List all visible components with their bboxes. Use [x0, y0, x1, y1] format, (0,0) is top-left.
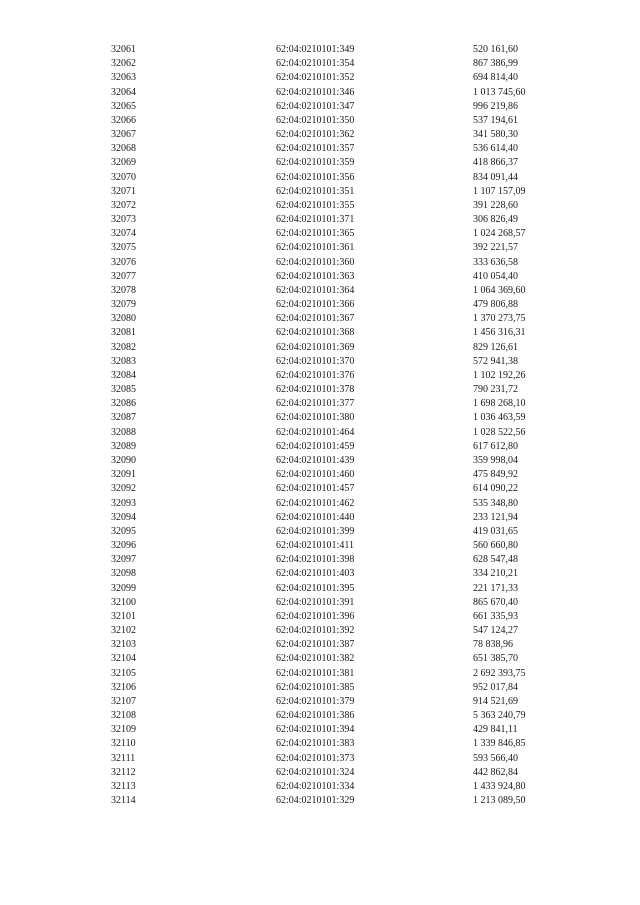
- row-number: 32084: [111, 369, 136, 381]
- cadastral-number: 62:04:0210101:370: [276, 355, 355, 367]
- cadastral-value: 1 456 316,31: [473, 327, 526, 339]
- table-row: [0, 142, 640, 156]
- cadastral-value: 392 221,57: [473, 242, 518, 254]
- cadastral-value: 1 102 192,26: [473, 369, 526, 381]
- row-number: 32098: [111, 568, 136, 580]
- cadastral-number: 62:04:0210101:369: [276, 341, 355, 353]
- cadastral-value: 333 636,58: [473, 256, 518, 268]
- cadastral-value: 520 161,60: [473, 44, 518, 55]
- row-number: 32079: [111, 299, 136, 311]
- table-row: [0, 652, 640, 666]
- cadastral-number: 62:04:0210101:387: [276, 639, 355, 651]
- cadastral-number: 62:04:0210101:380: [276, 412, 355, 424]
- row-number: 32114: [111, 795, 136, 807]
- cadastral-number: 62:04:0210101:378: [276, 384, 355, 396]
- cadastral-value: 694 814,40: [473, 72, 518, 84]
- cadastral-value: 614 090,22: [473, 483, 518, 495]
- cadastral-value: 952 017,84: [473, 681, 518, 693]
- table-row: [0, 128, 640, 142]
- table-row: [0, 383, 640, 397]
- row-number: 32097: [111, 554, 136, 566]
- cadastral-value: 1 698 268,10: [473, 398, 526, 410]
- cadastral-value: 1 036 463,59: [473, 412, 526, 424]
- row-number: 32068: [111, 143, 136, 155]
- table-row: [0, 185, 640, 199]
- row-number: 32112: [111, 766, 136, 778]
- row-number: 32087: [111, 412, 136, 424]
- cadastral-number: 62:04:0210101:411: [276, 540, 354, 552]
- table-row: [0, 86, 640, 100]
- row-number: 32075: [111, 242, 136, 254]
- table-row: [0, 723, 640, 737]
- cadastral-value: 867 386,99: [473, 58, 518, 70]
- cadastral-number: 62:04:0210101:350: [276, 114, 355, 126]
- row-number: 32082: [111, 341, 136, 353]
- row-number: 32113: [111, 780, 136, 792]
- cadastral-value: 560 660,80: [473, 540, 518, 552]
- cadastral-value: 479 806,88: [473, 299, 518, 311]
- table-row: [0, 567, 640, 581]
- cadastral-number: 62:04:0210101:371: [276, 214, 355, 226]
- row-number: 32081: [111, 327, 136, 339]
- table-row: [0, 582, 640, 596]
- table-row: [0, 525, 640, 539]
- cadastral-number: 62:04:0210101:391: [276, 596, 355, 608]
- cadastral-value: 829 126,61: [473, 341, 518, 353]
- cadastral-number: 62:04:0210101:351: [276, 185, 355, 197]
- table-row: [0, 57, 640, 71]
- cadastral-number: 62:04:0210101:376: [276, 369, 355, 381]
- row-number: 32083: [111, 355, 136, 367]
- table-row: [0, 270, 640, 284]
- cadastral-value: 221 171,33: [473, 582, 518, 594]
- cadastral-number: 62:04:0210101:324: [276, 766, 355, 778]
- cadastral-value: 233 121,94: [473, 511, 518, 523]
- cadastral-value: 572 941,38: [473, 355, 518, 367]
- cadastral-number: 62:04:0210101:329: [276, 795, 355, 807]
- table-row: [0, 794, 640, 808]
- cadastral-number: 62:04:0210101:460: [276, 469, 355, 481]
- cadastral-number: 62:04:0210101:349: [276, 44, 355, 55]
- cadastral-value: 1 028 522,56: [473, 426, 526, 438]
- row-number: 32089: [111, 440, 136, 452]
- row-number: 32085: [111, 384, 136, 396]
- table-row: [0, 610, 640, 624]
- table-row: [0, 497, 640, 511]
- table-row: [0, 411, 640, 425]
- table-row: [0, 511, 640, 525]
- cadastral-value: 547 124,27: [473, 625, 518, 637]
- cadastral-number: 62:04:0210101:347: [276, 100, 355, 112]
- table-row: [0, 695, 640, 709]
- row-number: 32077: [111, 270, 136, 282]
- row-number: 32104: [111, 653, 136, 665]
- table-row: [0, 482, 640, 496]
- row-number: 32069: [111, 157, 136, 169]
- row-number: 32108: [111, 710, 136, 722]
- table-row: [0, 638, 640, 652]
- table-row: [0, 71, 640, 85]
- table-row: [0, 156, 640, 170]
- row-number: 32073: [111, 214, 136, 226]
- cadastral-number: 62:04:0210101:457: [276, 483, 355, 495]
- cadastral-value: 1 013 745,60: [473, 86, 526, 98]
- row-number: 32095: [111, 525, 136, 537]
- cadastral-number: 62:04:0210101:379: [276, 695, 355, 707]
- row-number: 32080: [111, 313, 136, 325]
- cadastral-value: 661 335,93: [473, 610, 518, 622]
- row-number: 32105: [111, 667, 136, 679]
- cadastral-number: 62:04:0210101:355: [276, 199, 355, 211]
- cadastral-number: 62:04:0210101:382: [276, 653, 355, 665]
- cadastral-number: 62:04:0210101:440: [276, 511, 355, 523]
- cadastral-value: 865 670,40: [473, 596, 518, 608]
- table-row: [0, 766, 640, 780]
- table-row: [0, 284, 640, 298]
- row-number: 32091: [111, 469, 136, 481]
- cadastral-value: 1 107 157,09: [473, 185, 526, 197]
- row-number: 32067: [111, 129, 136, 141]
- cadastral-number: 62:04:0210101:361: [276, 242, 355, 254]
- cadastral-number: 62:04:0210101:346: [276, 86, 355, 98]
- cadastral-number: 62:04:0210101:362: [276, 129, 355, 141]
- row-number: 32102: [111, 625, 136, 637]
- cadastral-value: 914 521,69: [473, 695, 518, 707]
- row-number: 32096: [111, 540, 136, 552]
- table-row: [0, 596, 640, 610]
- row-number: 32107: [111, 695, 136, 707]
- row-number: 32088: [111, 426, 136, 438]
- cadastral-value: 628 547,48: [473, 554, 518, 566]
- cadastral-number: 62:04:0210101:403: [276, 568, 355, 580]
- cadastral-number: 62:04:0210101:439: [276, 454, 355, 466]
- table-row: [0, 681, 640, 695]
- table-row: [0, 341, 640, 355]
- cadastral-value: 334 210,21: [473, 568, 518, 580]
- cadastral-number: 62:04:0210101:381: [276, 667, 355, 679]
- cadastral-number: 62:04:0210101:462: [276, 497, 355, 509]
- cadastral-value: 306 826,49: [473, 214, 518, 226]
- cadastral-number: 62:04:0210101:373: [276, 752, 355, 764]
- row-number: 32072: [111, 199, 136, 211]
- table-row: [0, 326, 640, 340]
- table-row: [0, 114, 640, 128]
- cadastral-value: 410 054,40: [473, 270, 518, 282]
- row-number: 32099: [111, 582, 136, 594]
- row-number: 32065: [111, 100, 136, 112]
- cadastral-number: 62:04:0210101:360: [276, 256, 355, 268]
- cadastral-number: 62:04:0210101:352: [276, 72, 355, 84]
- cadastral-number: 62:04:0210101:377: [276, 398, 355, 410]
- cadastral-number: 62:04:0210101:459: [276, 440, 355, 452]
- table-row: [0, 454, 640, 468]
- cadastral-value: 391 228,60: [473, 199, 518, 211]
- cadastral-number: 62:04:0210101:365: [276, 228, 355, 240]
- row-number: 32092: [111, 483, 136, 495]
- table-row: [0, 312, 640, 326]
- row-number: 32101: [111, 610, 136, 622]
- cadastral-number: 62:04:0210101:383: [276, 738, 355, 750]
- row-number: 32066: [111, 114, 136, 126]
- table-row: [0, 737, 640, 751]
- row-number: 32086: [111, 398, 136, 410]
- cadastral-number: 62:04:0210101:354: [276, 58, 355, 70]
- cadastral-value: 419 031,65: [473, 525, 518, 537]
- row-number: 32109: [111, 724, 136, 736]
- cadastral-number: 62:04:0210101:366: [276, 299, 355, 311]
- table-row: [0, 624, 640, 638]
- cadastral-value: 429 841,11: [473, 724, 518, 736]
- table-row: [0, 667, 640, 681]
- cadastral-value: 475 849,92: [473, 469, 518, 481]
- cadastral-value: 536 614,40: [473, 143, 518, 155]
- cadastral-number: 62:04:0210101:364: [276, 284, 355, 296]
- row-number: 32062: [111, 58, 136, 70]
- table-row: [0, 468, 640, 482]
- table-row: [0, 539, 640, 553]
- row-number: 32078: [111, 284, 136, 296]
- cadastral-number: 62:04:0210101:386: [276, 710, 355, 722]
- cadastral-value: 2 692 393,75: [473, 667, 526, 679]
- cadastral-value: 535 348,80: [473, 497, 518, 509]
- cadastral-value: 617 612,80: [473, 440, 518, 452]
- cadastral-number: 62:04:0210101:385: [276, 681, 355, 693]
- row-number: 32074: [111, 228, 136, 240]
- cadastral-number: 62:04:0210101:398: [276, 554, 355, 566]
- cadastral-value: 5 363 240,79: [473, 710, 526, 722]
- row-number: 32070: [111, 171, 136, 183]
- cadastral-value: 593 566,40: [473, 752, 518, 764]
- row-number: 32111: [111, 752, 136, 764]
- cadastral-number: 62:04:0210101:357: [276, 143, 355, 155]
- table-row: [0, 199, 640, 213]
- table-row: [0, 440, 640, 454]
- cadastral-number: 62:04:0210101:367: [276, 313, 355, 325]
- table-row: [0, 298, 640, 312]
- table-row: [0, 369, 640, 383]
- cadastral-value: 1 433 924,80: [473, 780, 526, 792]
- cadastral-value-table: [0, 43, 640, 808]
- cadastral-value: 442 862,84: [473, 766, 518, 778]
- cadastral-number: 62:04:0210101:356: [276, 171, 355, 183]
- row-number: 32071: [111, 185, 136, 197]
- cadastral-number: 62:04:0210101:359: [276, 157, 355, 169]
- cadastral-number: 62:04:0210101:334: [276, 780, 355, 792]
- cadastral-value: 996 219,86: [473, 100, 518, 112]
- cadastral-number: 62:04:0210101:368: [276, 327, 355, 339]
- cadastral-number: 62:04:0210101:399: [276, 525, 355, 537]
- row-number: 32106: [111, 681, 136, 693]
- table-row: [0, 171, 640, 185]
- row-number: 32090: [111, 454, 136, 466]
- table-row: [0, 709, 640, 723]
- row-number: 32076: [111, 256, 136, 268]
- row-number: 32061: [111, 44, 136, 55]
- cadastral-value: 1 339 846,85: [473, 738, 526, 750]
- table-row: [0, 100, 640, 114]
- cadastral-number: 62:04:0210101:396: [276, 610, 355, 622]
- cadastral-value: 651 385,70: [473, 653, 518, 665]
- cadastral-value: 1 370 273,75: [473, 313, 526, 325]
- cadastral-value: 790 231,72: [473, 384, 518, 396]
- cadastral-value: 341 580,30: [473, 129, 518, 141]
- table-row: [0, 256, 640, 270]
- table-row: [0, 752, 640, 766]
- row-number: 32100: [111, 596, 136, 608]
- row-number: 32064: [111, 86, 136, 98]
- cadastral-value: 834 091,44: [473, 171, 518, 183]
- row-number: 32063: [111, 72, 136, 84]
- table-row: [0, 43, 640, 57]
- table-row: [0, 227, 640, 241]
- table-row: [0, 241, 640, 255]
- row-number: 32110: [111, 738, 136, 750]
- table-row: [0, 426, 640, 440]
- cadastral-value: 1 024 268,57: [473, 228, 526, 240]
- cadastral-number: 62:04:0210101:363: [276, 270, 355, 282]
- cadastral-value: 1 213 089,50: [473, 795, 526, 807]
- row-number: 32094: [111, 511, 136, 523]
- table-row: [0, 553, 640, 567]
- cadastral-number: 62:04:0210101:394: [276, 724, 355, 736]
- cadastral-value: 78 838,96: [473, 639, 513, 651]
- table-row: [0, 397, 640, 411]
- table-row: [0, 780, 640, 794]
- cadastral-number: 62:04:0210101:392: [276, 625, 355, 637]
- table-row: [0, 355, 640, 369]
- cadastral-value: 418 866,37: [473, 157, 518, 169]
- row-number: 32103: [111, 639, 136, 651]
- table-row: [0, 213, 640, 227]
- cadastral-value: 537 194,61: [473, 114, 518, 126]
- cadastral-number: 62:04:0210101:464: [276, 426, 355, 438]
- cadastral-value: 1 064 369,60: [473, 284, 526, 296]
- row-number: 32093: [111, 497, 136, 509]
- cadastral-number: 62:04:0210101:395: [276, 582, 355, 594]
- cadastral-value: 359 998,04: [473, 454, 518, 466]
